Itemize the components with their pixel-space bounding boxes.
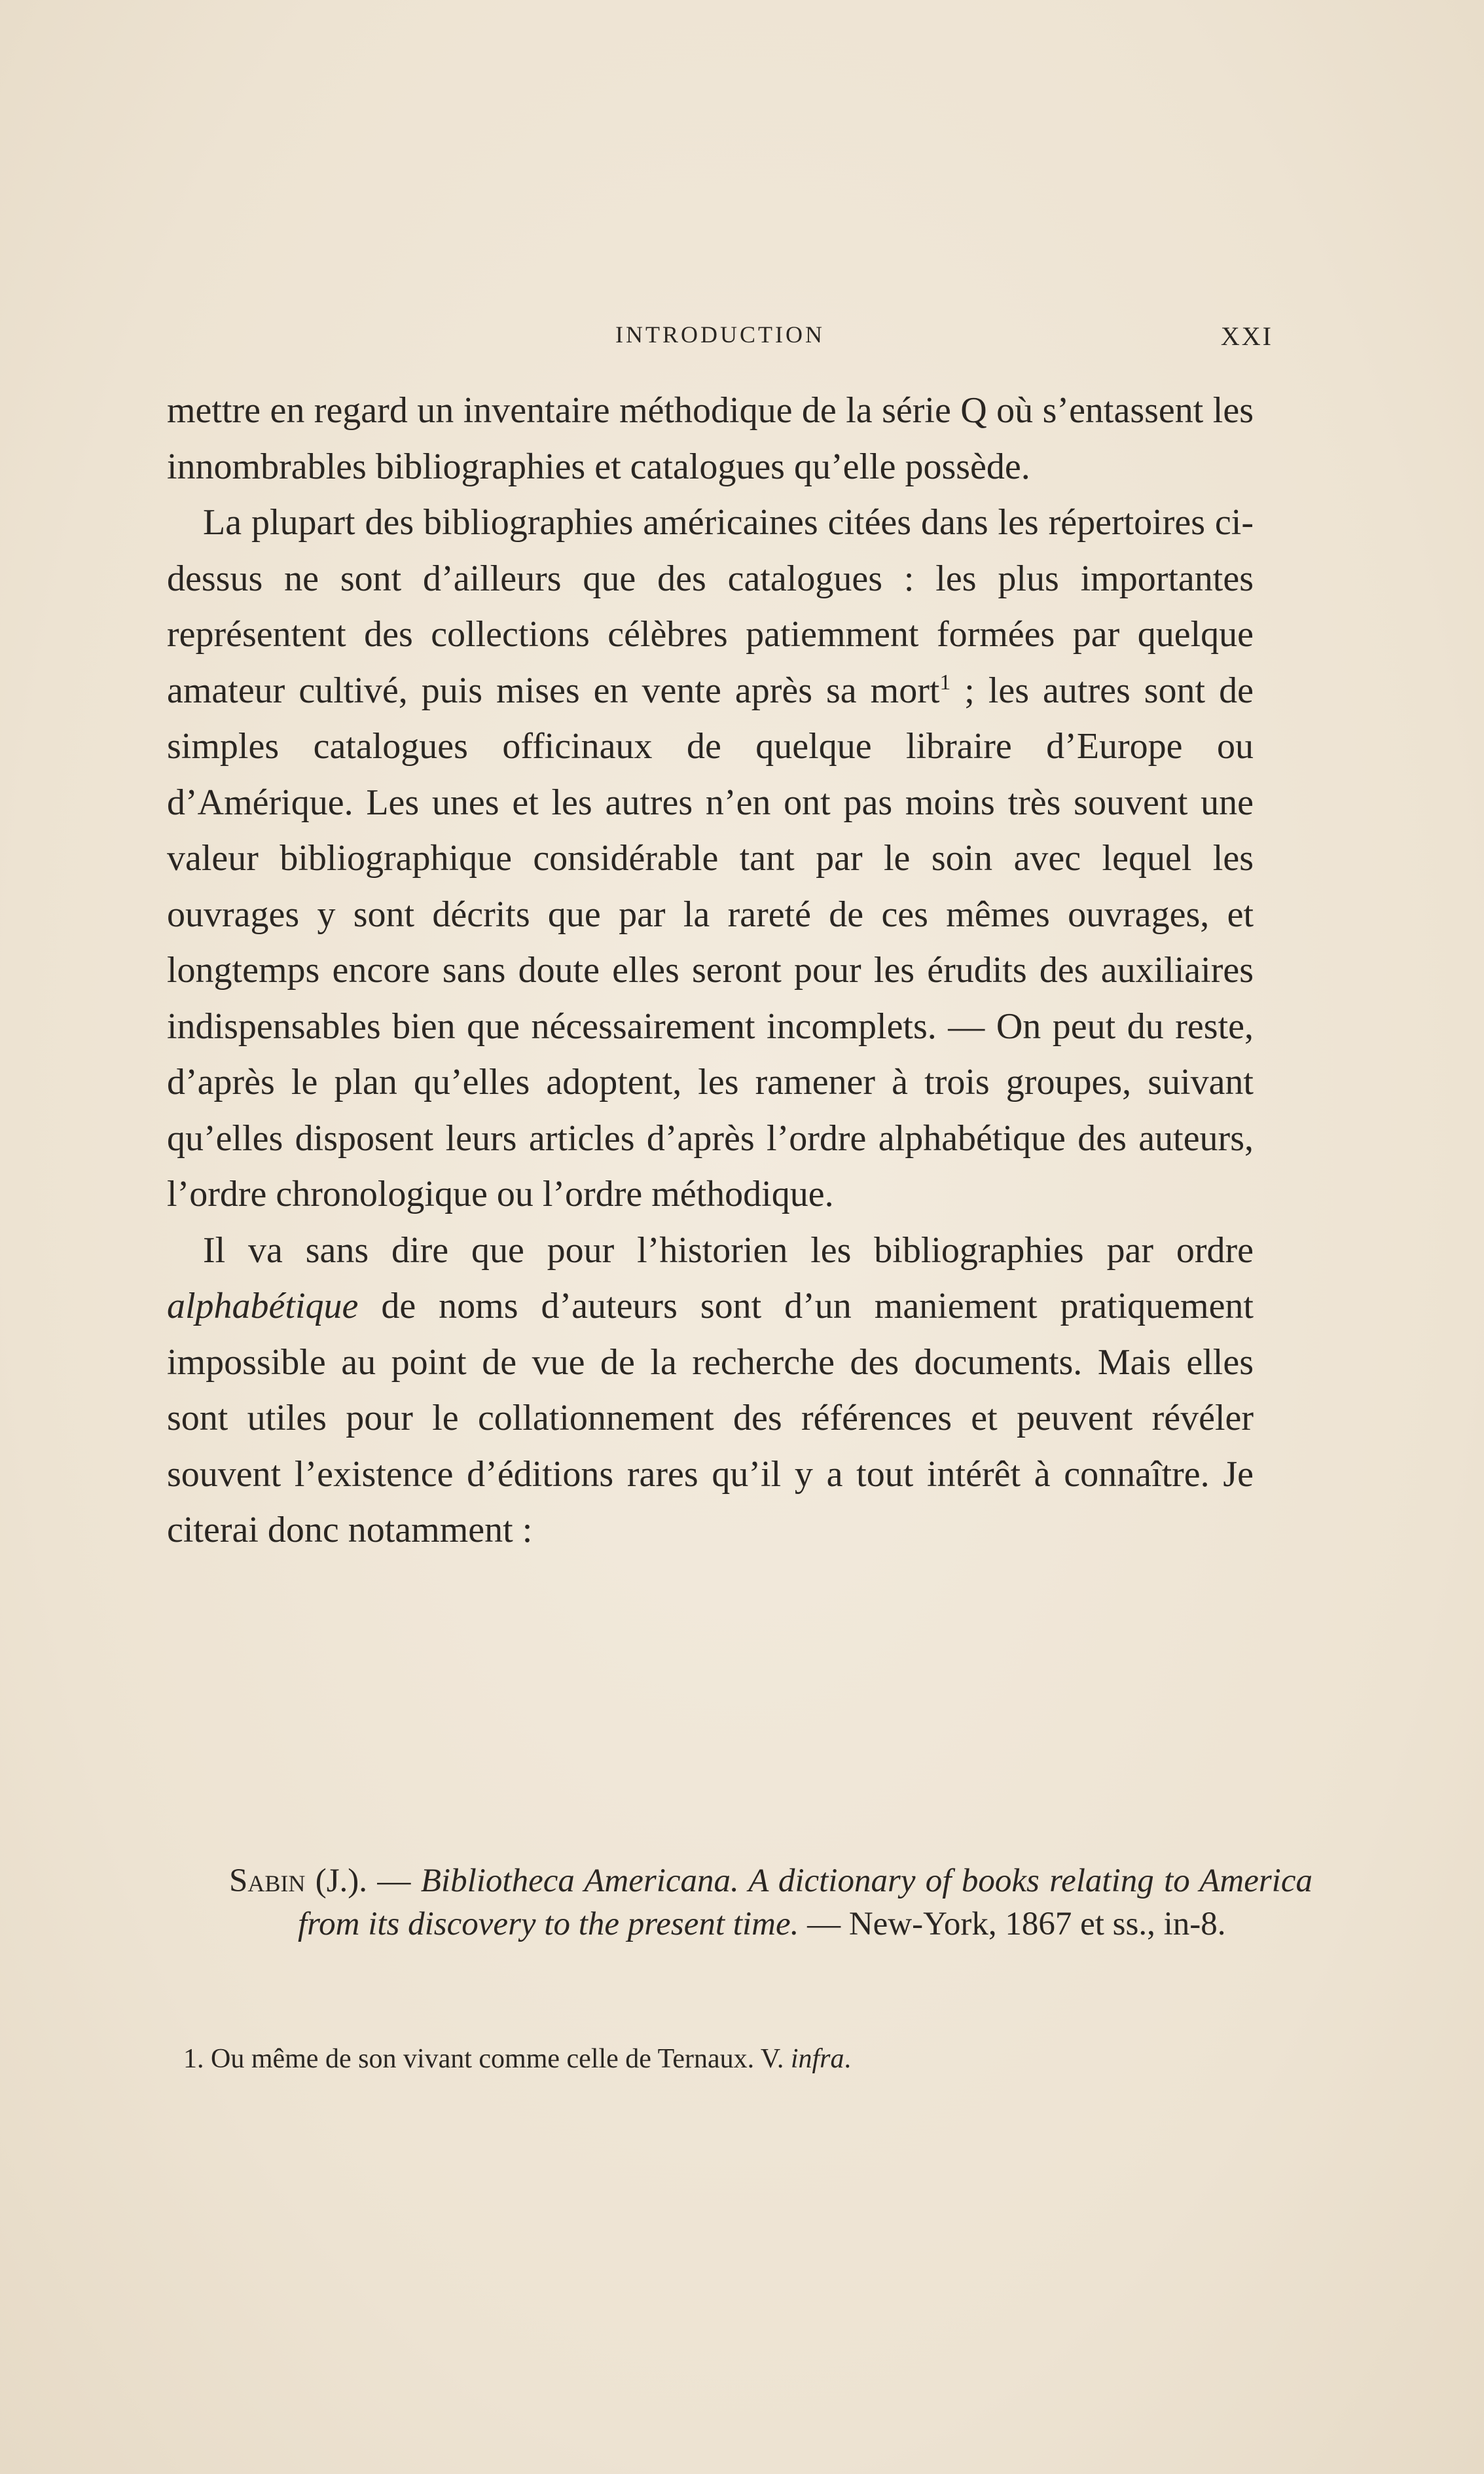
running-title: INTRODUCTION (615, 321, 825, 348)
bib-imprint: — New-York, 1867 et ss., in-8. (799, 1906, 1226, 1942)
footnote-number: 1. (183, 2044, 204, 2074)
footnote-end: . (844, 2044, 852, 2074)
footnote-text: Ou même de son vivant comme celle de Ternaux. V. (204, 2044, 791, 2074)
paragraph-continuation (167, 383, 1254, 495)
bibliography-entry (229, 1859, 1312, 1946)
bib-author: Sabin (229, 1863, 306, 1899)
paragraph-text: de noms d’auteurs sont d’un maniement pratiquement impossible au point de vue de la recherche des documents. Mais elles sont utiles pour le collationnement des références et peuvent révéler souvent l’existence d’éditions rares qu’il y a tout intérêt à connaître. Je citerai donc notamment : (167, 1286, 1254, 1550)
emphasis-alphabetique: alphabétique (167, 1286, 359, 1326)
running-head (167, 321, 1273, 360)
paragraph-text: mettre en regard un inventaire méthodique de la série Q où s’entassent les innombrables bibliographies et catalogues qu’elle possède. (167, 390, 1254, 487)
bib-initial: (J.). — (305, 1863, 421, 1899)
footnote-reference: 1 (939, 670, 951, 695)
paragraph-text: Il va sans dire que pour l’historien les bibliographies par ordre (203, 1229, 1254, 1271)
body-text (167, 383, 1254, 1559)
paragraph-alphabetique (167, 1223, 1254, 1559)
bib-title: Bibliotheca Americana. A dictionary of books relating to America from its discovery to the present time. (298, 1863, 1312, 1942)
footnote (183, 2039, 1231, 2079)
page-number: XXI (1220, 321, 1273, 351)
paragraph-text: ; les autres sont de simples catalogues officinaux de quelque libraire d’Europe ou d’Amérique. Les unes et les autres n’en ont pas moins très souvent une valeur bibliographique considérable tant par le soin avec lequel les ouvrages y sont décrits que par la rareté de ces mêmes ouvrages, et longtemps encore sans doute elles seront pour les érudits des auxiliaires indispensables bien que nécessairement incomplets. — On peut du reste, d’après le plan qu’elles adoptent, les ramener à trois groupes, suivant qu’elles disposent leurs articles d’après l’ordre alphabétique des auteurs, l’ordre chronologique ou l’ordre méthodique. (167, 670, 1254, 1214)
paragraph-bibliographies (167, 495, 1254, 1223)
footnote-italic: infra (790, 2044, 844, 2074)
paragraph-text: La plupart des bibliographies américaines citées dans les répertoires ci-dessus ne sont d’ailleurs que des catalogues : les plus importantes représentent des collections célèbres patiemment formées par quelque amateur cultivé, puis mises en vente après sa mort (167, 502, 1254, 711)
